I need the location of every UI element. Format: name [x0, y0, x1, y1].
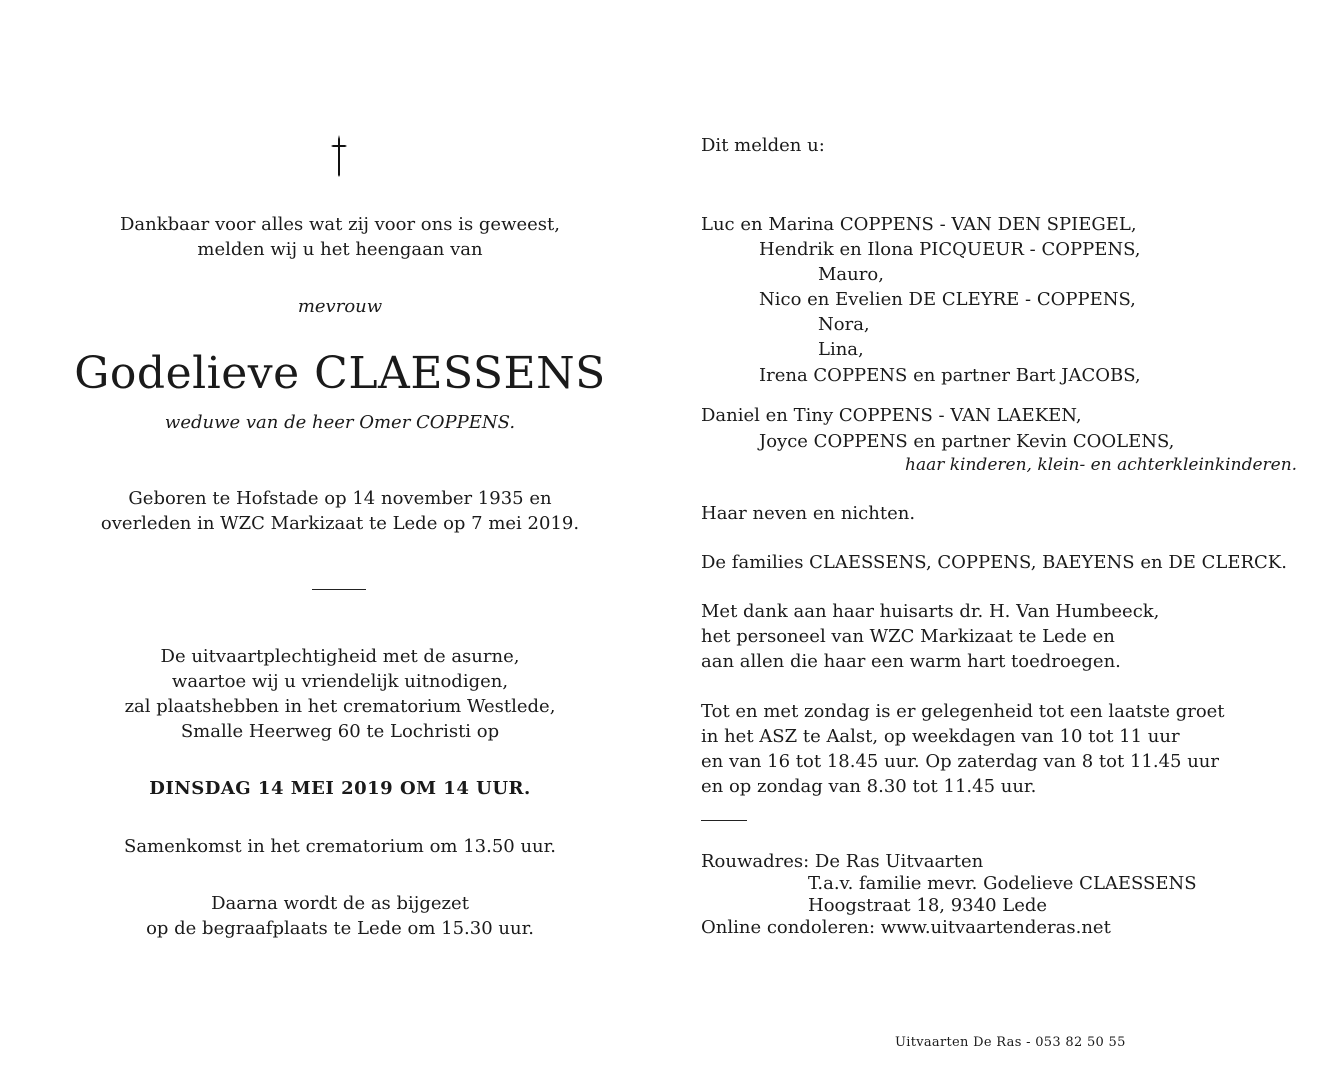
family-line: Nico en Evelien DE CLEYRE - COPPENS,: [759, 289, 1136, 310]
address-line-2: Hoogstraat 18, 9340 Lede: [808, 895, 1048, 916]
thanks-line-3: aan allen die haar een warm hart toedroegen.: [701, 651, 1121, 672]
family-line: Daniel en Tiny COPPENS - VAN LAEKEN,: [701, 405, 1082, 426]
burial-line-2: op de begraafplaats te Lede om 15.30 uur.: [146, 918, 534, 939]
family-line: Mauro,: [818, 264, 884, 285]
died-line: overleden in WZC Markizaat te Lede op 7 mei 2019.: [100, 513, 580, 534]
gathering: Samenkomst in het crematorium om 13.50 uur.: [123, 836, 557, 857]
born-line: Geboren te Hofstade op 14 november 1935 en: [128, 488, 552, 509]
families: De families CLAESSENS, COPPENS, BAEYENS en DE CLERCK.: [701, 552, 1287, 573]
ceremony-line-2: waartoe wij u vriendelijk uitnodigen,: [171, 671, 509, 692]
intro-line-1: Dankbaar voor alles wat zij voor ons is geweest,: [120, 214, 560, 235]
ceremony-date: DINSDAG 14 MEI 2019 OM 14 UUR.: [149, 778, 531, 799]
burial-line-1: Daarna wordt de as bijgezet: [211, 893, 469, 914]
visit-line-1: Tot en met zondag is er gelegenheid tot een laatste groet: [701, 701, 1225, 722]
ceremony-line-1: De uitvaartplechtigheid met de asurne,: [160, 646, 520, 667]
announce: Dit melden u:: [701, 135, 825, 156]
divider-right: [701, 820, 747, 821]
widow-of: weduwe van de heer Omer COPPENS.: [164, 412, 516, 433]
footer-credit: Uitvaarten De Ras - 053 82 50 55: [895, 1035, 1126, 1050]
thanks-line-1: Met dank aan haar huisarts dr. H. Van Humbeeck,: [701, 601, 1160, 622]
salutation: mevrouw: [297, 296, 383, 317]
address-line-1: T.a.v. familie mevr. Godelieve CLAESSENS: [808, 873, 1197, 894]
cross-icon: [329, 133, 349, 177]
visit-line-4: en op zondag van 8.30 tot 11.45 uur.: [701, 776, 1037, 797]
address-label: Rouwadres: De Ras Uitvaarten: [701, 851, 984, 872]
family-line: Nora,: [818, 314, 870, 335]
family-line: Luc en Marina COPPENS - VAN DEN SPIEGEL,: [701, 214, 1137, 235]
nephews: Haar neven en nichten.: [701, 503, 916, 524]
visit-line-2: in het ASZ te Aalst, op weekdagen van 10 tot 11 uur: [701, 726, 1180, 747]
family-line: Hendrik en Ilona PICQUEUR - COPPENS,: [759, 239, 1141, 260]
family-line: Irena COPPENS en partner Bart JACOBS,: [759, 365, 1141, 386]
intro-line-2: melden wij u het heengaan van: [197, 239, 483, 260]
ceremony-line-4: Smalle Heerweg 60 te Lochristi op: [180, 721, 500, 742]
family-line: Lina,: [818, 339, 864, 360]
family-line: Joyce COPPENS en partner Kevin COOLENS,: [759, 431, 1175, 452]
divider: [312, 589, 366, 590]
visit-line-3: en van 16 tot 18.45 uur. Op zaterdag van 8 tot 11.45 uur: [701, 751, 1220, 772]
ceremony-line-3: zal plaatshebben in het crematorium Westlede,: [124, 696, 556, 717]
online-condolences: Online condoleren: www.uitvaartenderas.net: [701, 917, 1111, 938]
deceased-name: Godelieve CLAESSENS: [74, 348, 606, 399]
family-caption: haar kinderen, klein- en achterkleinkinderen.: [905, 455, 1298, 475]
thanks-line-2: het personeel van WZC Markizaat te Lede en: [701, 626, 1115, 647]
